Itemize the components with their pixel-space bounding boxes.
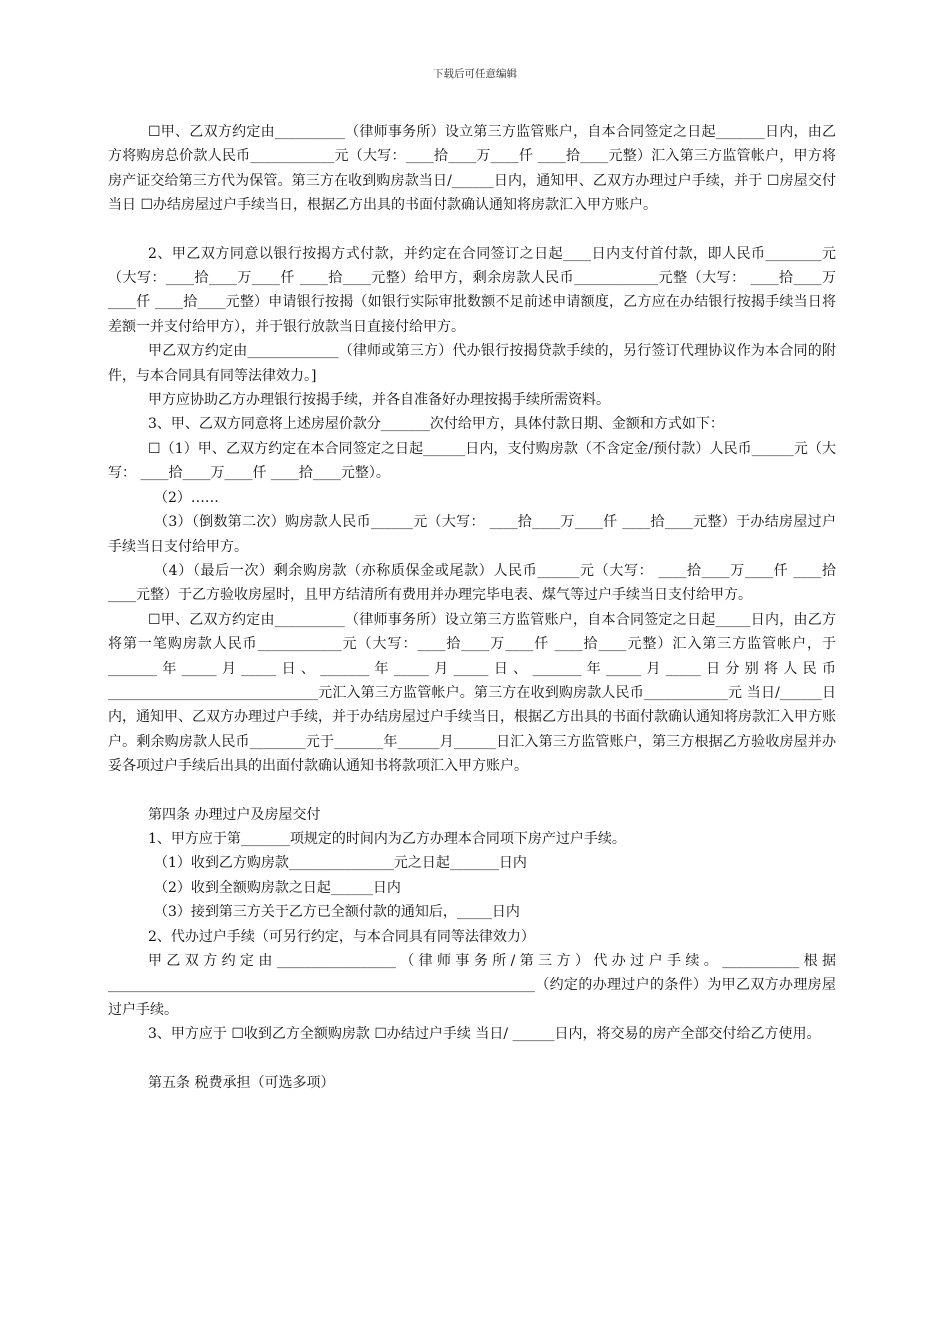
paragraph: 3、甲方应于 ☐收到乙方全额购房款 ☐办结过户手续 当日/ ______日内，将交易的房产全部交付给乙方使用。: [148, 1026, 821, 1043]
paragraph: 甲方应协助乙方办理银行按揭手续，并各自准备好办理按揭手续所需资料。: [148, 392, 610, 409]
page-header: 下载后可任意编辑: [433, 68, 517, 80]
paragraph: 3、甲、乙双方同意将上述房屋价款分_______次付给甲方，具体付款日期、金额和方式如下：: [148, 416, 724, 433]
document-body: [108, 120, 836, 1095]
paragraph: ☐（1）甲、乙双方约定在本合同签定之日起______日内，支付购房款（不含定金/预付款）人民币______元（大写： ____拾____万____仟 ____拾____元整）。: [108, 440, 836, 482]
paragraph: （4）（最后一次）剩余购房款（亦称质保金或尾款）人民币______元（大写： ____拾____万____仟 ____拾____元整）于乙方验收房屋时，且甲方结清所有费用并办理完毕电表、煤气等过户手续当日支付给甲方。: [108, 562, 836, 604]
paragraph: ☐甲、乙双方约定由__________（律师事务所）设立第三方监管账户，自本合同签定之日起_______日内，由乙方将购房总价款人民币____________元（大写：____拾____万____仟 ____拾____元整）汇入第三方监管帐户，甲方将房产证交给第三方代为保管。第三方在收到购房款当日/______日内，通知甲、乙双方办理过户手续，并于 ☐房屋交付当日 ☐办结房屋过户手续当日，根据乙方出具的书面付款确认通知将房款汇入甲方账户。: [108, 124, 836, 214]
paragraph: 甲乙双方约定由_________________（律师事务所/第三方）代办过户手续。___________根据_____________________________________________________________（约定的办理过户的条件）为甲乙双方办理房屋过户手续。: [108, 953, 836, 1018]
paragraph: （2）……: [154, 489, 219, 506]
paragraph: 甲乙双方约定由_____________（律师或第三方）代办银行按揭贷款手续的，另行签订代理协议作为本合同的附件，与本合同具有同等法律效力。]: [108, 343, 836, 384]
paragraph: （1）收到乙方购房款_______________元之日起_______日内: [154, 855, 527, 872]
paragraph: 2、甲乙双方同意以银行按揭方式付款，并约定在合同签订之日起____日内支付首付款，即人民币________元（大写：____拾____万____仟 ____拾____元整）给甲方，剩余房款人民币____________元整（大写： ____拾____万____仟 ____拾____元整）申请银行按揭（如银行实际审批数额不足前述申请额度，乙方应在办结银行按揭手续当日将差额一并支付给甲方），并于银行放款当日直接付给甲方。: [108, 245, 836, 335]
paragraph: （2）收到全额购房款之日起______日内: [154, 879, 401, 896]
paragraph: （3）（倒数第二次）购房款人民币______元（大写： ____拾____万____仟 ____拾____元整）于办结房屋过户手续当日支付给甲方。: [108, 514, 836, 555]
paragraph: （3）接到第三方关于乙方已全额付款的通知后，_____日内: [154, 904, 520, 921]
paragraph: 1、甲方应于第_______项规定的时间内为乙方办理本合同项下房产过户手续。: [148, 830, 626, 847]
section-heading: 第四条 办理过户及房屋交付: [148, 806, 321, 823]
paragraph: ☐甲、乙双方约定由__________（律师事务所）设立第三方监管账户，自本合同签定之日起_____日内，由乙方将第一笔购房款人民币____________元（大写：____拾____万____仟 ____拾____元整）汇入第三方监管帐户，于_______年_____月_____日、_______年_____月_____日、_______年_____月_____日分别将人民币______________________________元汇入第三方监管帐户。第三方在收到购房款人民币____________元 当日/______日内，通知甲、乙双方办理过户手续，并于办结房屋过户手续当日，根据乙方出具的书面付款确认通知将房款汇入甲方账户。剩余购房款人民币________元于_______年______月______日汇入第三方监管账户，第三方根据乙方验收房屋并办妥各项过户手续后出具的出面付款确认通知书将款项汇入甲方账户。: [108, 611, 836, 775]
section-heading: 第五条 税费承担（可选多项）: [148, 1074, 335, 1091]
paragraph: 2、代办过户手续（可另行约定，与本合同具有同等法律效力）: [148, 928, 535, 945]
